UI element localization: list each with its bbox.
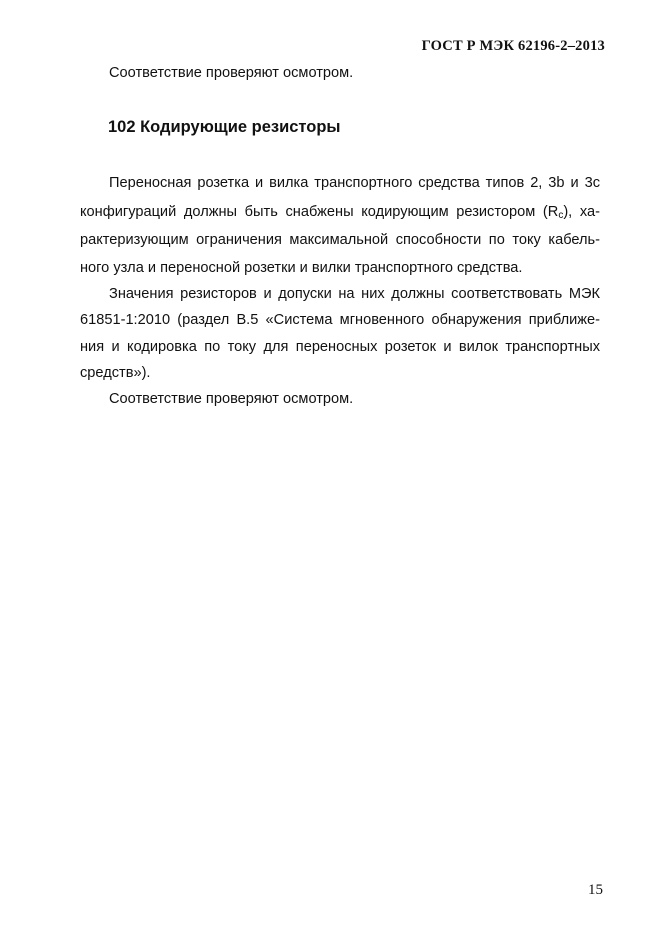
paragraph1-line2-text-b: ), ха-	[563, 204, 600, 220]
paragraph2-line1: Значения резисторов и допуски на них должны соответствовать МЭК	[109, 286, 600, 302]
paragraph2-line2: 61851-1:2010 (раздел В.5 «Система мгновенного обнаружения приближе-	[80, 312, 600, 328]
paragraph1-line1: Переносная розетка и вилка транспортного средства типов 2, 3b и 3с	[109, 175, 600, 191]
paragraph1-line2	[80, 203, 600, 225]
paragraph1-line3: рактеризующим ограничения максимальной способности по току кабель-	[80, 232, 600, 248]
section-heading: 102 Кодирующие резисторы	[108, 118, 341, 136]
paragraph1-line4: ного узла и переносной розетки и вилки транспортного средства.	[80, 260, 523, 276]
paragraph1-line2-text-a: конфигураций должны быть снабжены кодирующим резистором (R	[80, 204, 559, 220]
page-number: 15	[588, 882, 603, 898]
intro-compliance-line: Соответствие проверяют осмотром.	[109, 65, 354, 81]
paragraph2-line3: ния и кодировка по току для переносных розеток и вилок транспортных	[80, 339, 600, 355]
standard-header: ГОСТ Р МЭК 62196-2–2013	[421, 38, 605, 54]
resistor-subscript: c	[558, 210, 564, 221]
paragraph2-line4: средств»).	[80, 365, 151, 381]
closing-compliance-line: Соответствие проверяют осмотром.	[109, 391, 354, 407]
